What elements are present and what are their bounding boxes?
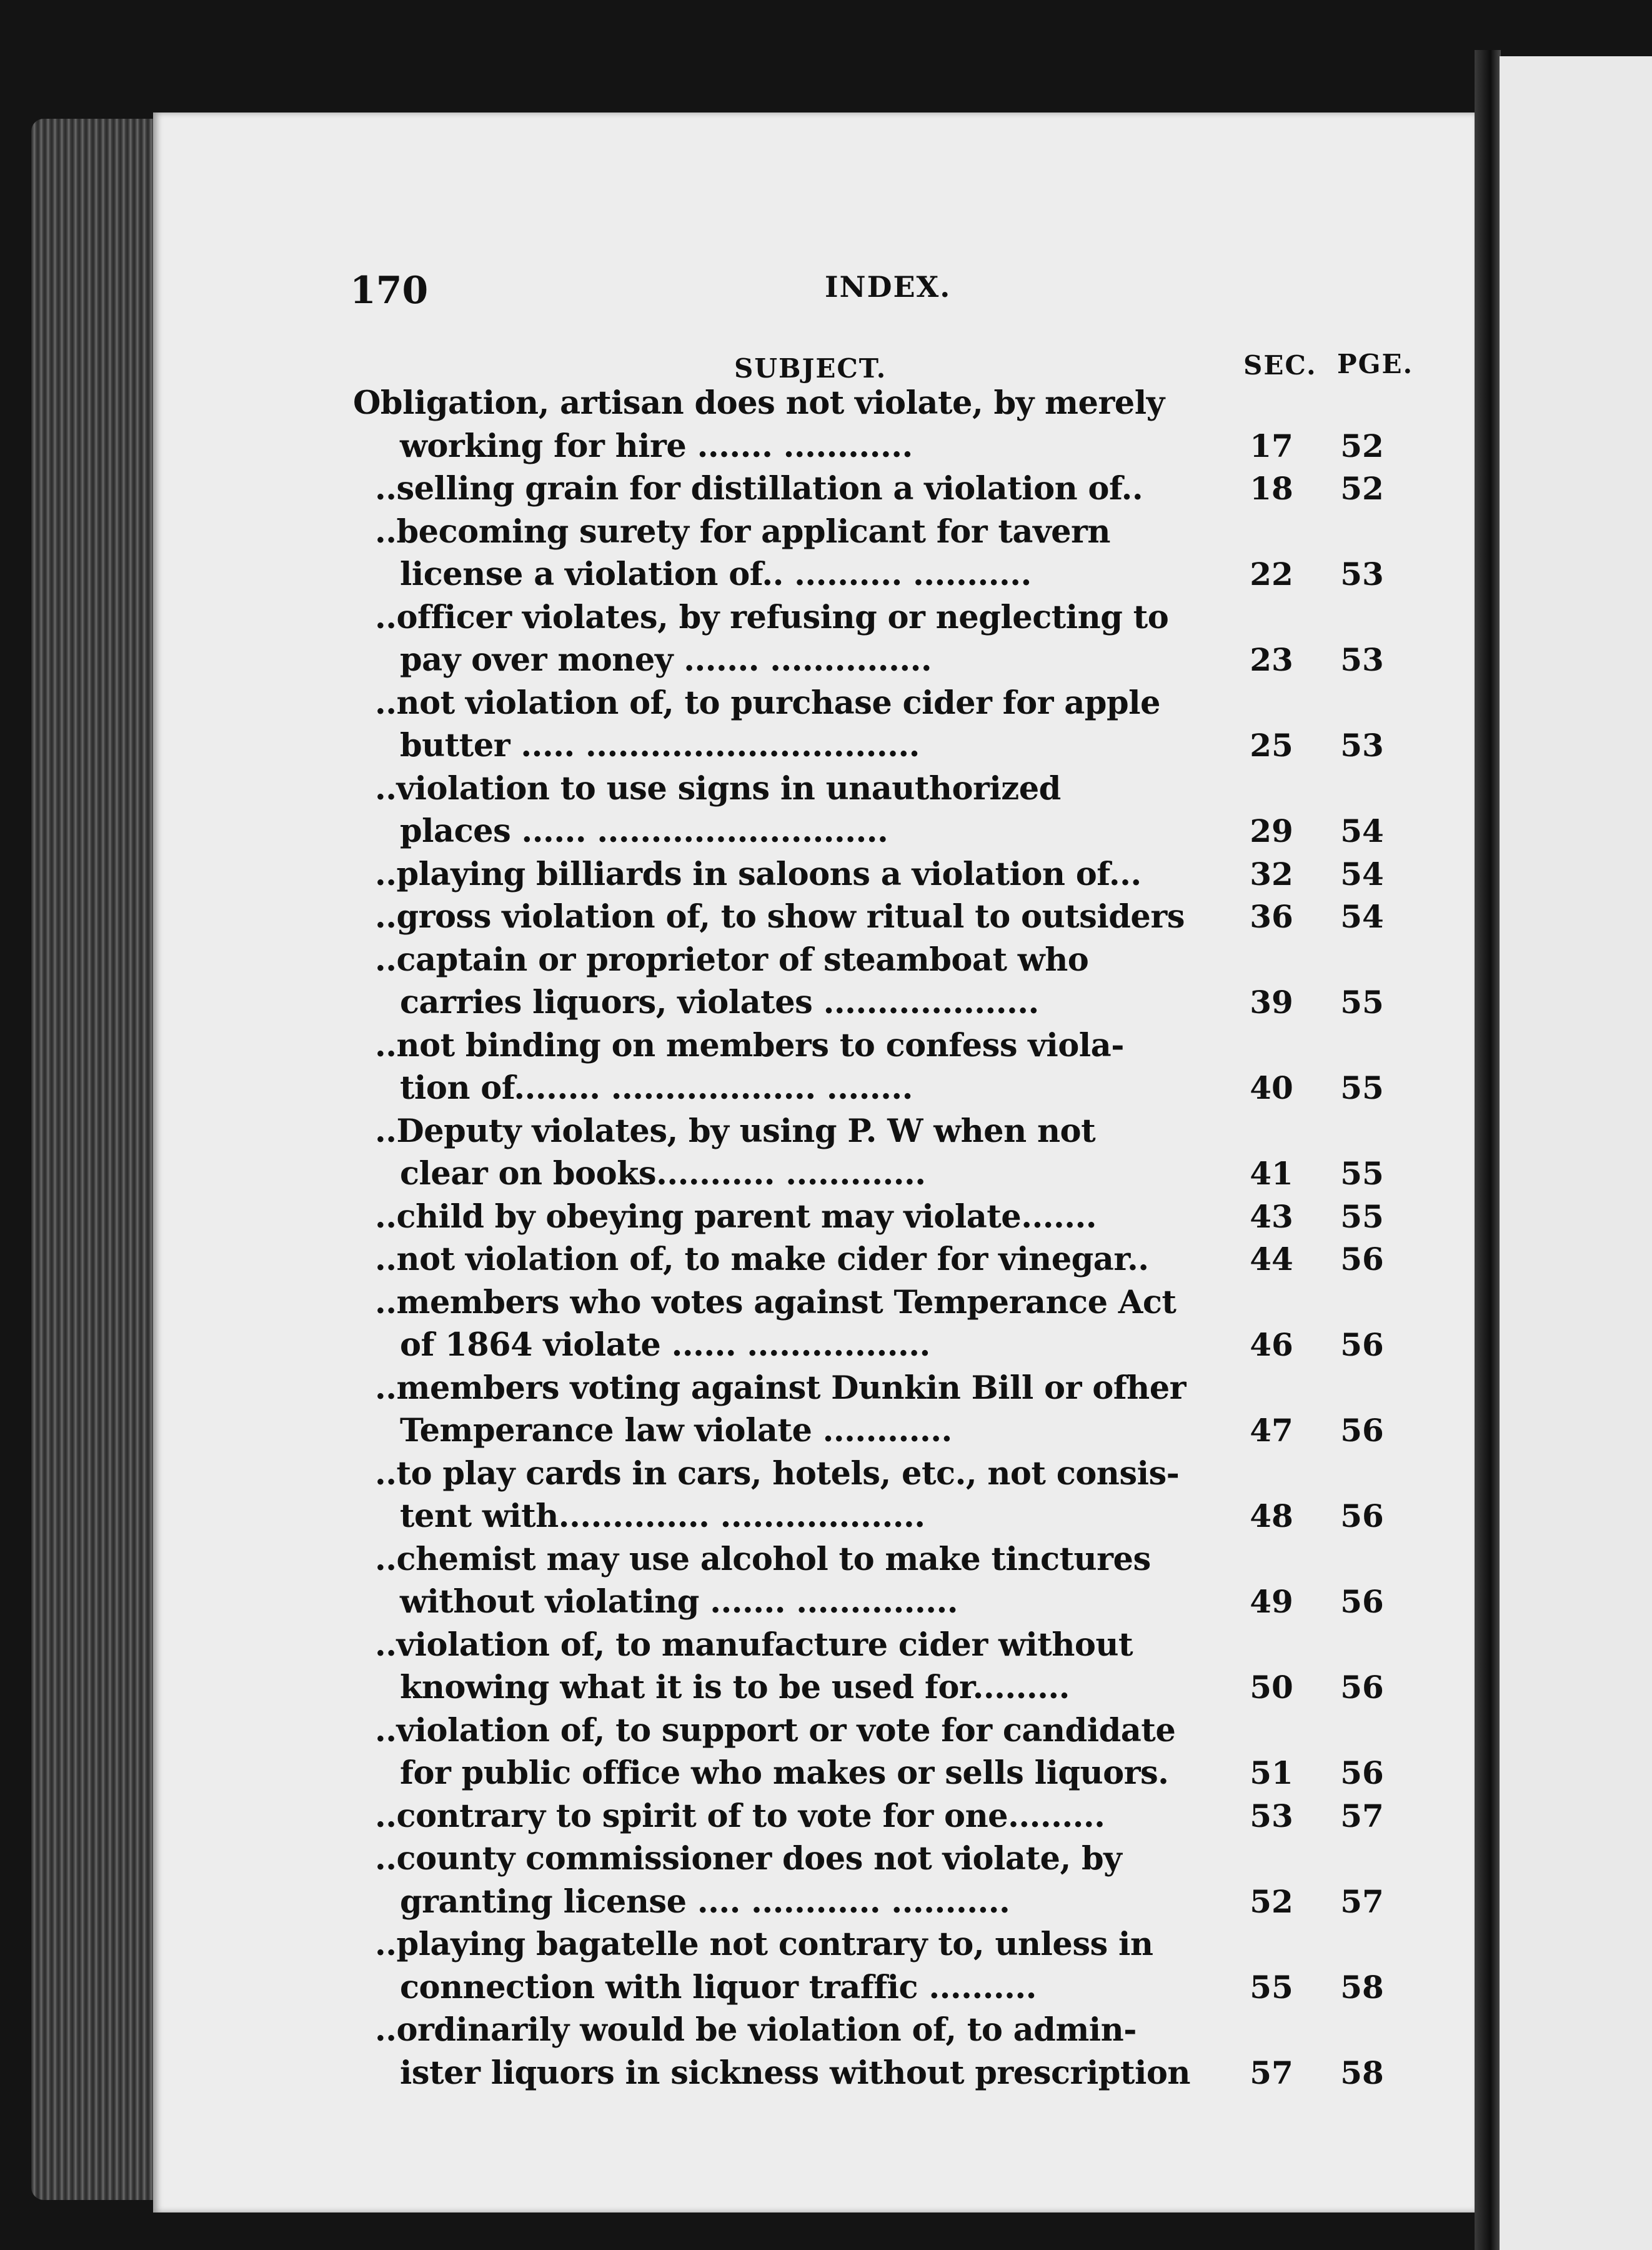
- page-reference: 56: [1340, 1326, 1384, 1363]
- section-number: 23: [1250, 641, 1293, 678]
- column-header-sec: SEC.: [1243, 350, 1317, 381]
- section-number: 22: [1250, 556, 1293, 592]
- page-reference: 54: [1340, 898, 1384, 935]
- page-reference: 55: [1340, 1155, 1384, 1192]
- index-entry-line: ..members voting against Dunkin Bill or ofher: [375, 1369, 1187, 1407]
- section-number: 55: [1250, 1968, 1293, 2006]
- index-entry-line: ..chemist may use alcohol to make tinctures: [375, 1540, 1151, 1578]
- index-entry-line: Obligation, artisan does not violate, by merely: [353, 384, 1165, 422]
- section-number: 53: [1250, 1797, 1293, 1834]
- index-entry-continuation: butter ..... ...............................: [400, 727, 920, 764]
- index-entry-line: ..not violation of, to make cider for vinegar..: [375, 1241, 1149, 1278]
- page-reference: 55: [1340, 1069, 1384, 1106]
- index-entry-line: ..gross violation of, to show ritual to outsiders: [375, 898, 1185, 936]
- section-number: 47: [1250, 1412, 1293, 1449]
- section-number: 44: [1250, 1241, 1293, 1278]
- index-entry-continuation: places ...... ...........................: [400, 812, 888, 850]
- index-entry-continuation: connection with liquor traffic ..........: [400, 1968, 1037, 2006]
- page-reference: 58: [1340, 1968, 1384, 2006]
- page-reference: 54: [1340, 812, 1384, 849]
- index-entry-continuation: carries liquors, violates ....................: [400, 984, 1039, 1021]
- index-entry-continuation: for public office who makes or sells liquors.: [400, 1754, 1169, 1792]
- index-entry-line: ..to play cards in cars, hotels, etc., not consis-: [375, 1454, 1180, 1492]
- page-reference: 56: [1340, 1583, 1384, 1620]
- index-entry-line: ..not binding on members to confess viola-: [375, 1026, 1124, 1064]
- index-entry-line: ..officer violates, by refusing or neglecting to: [375, 598, 1169, 636]
- section-number: 25: [1250, 727, 1293, 764]
- index-entry-continuation: without violating ....... ...............: [400, 1583, 958, 1621]
- index-entry-line: ..playing billiards in saloons a violation of...: [375, 855, 1142, 893]
- page-reference: 57: [1340, 1797, 1384, 1834]
- page-reference: 53: [1340, 727, 1384, 764]
- section-number: 18: [1250, 470, 1293, 507]
- section-number: 43: [1250, 1198, 1293, 1235]
- index-entry-line: ..ordinarily would be violation of, to admin-: [375, 2011, 1137, 2049]
- index-entry-continuation: tion of........ ................... ........: [400, 1069, 913, 1107]
- index-entry-line: ..county commissioner does not violate, by: [375, 1840, 1122, 1878]
- page-reference: 54: [1340, 855, 1384, 892]
- page-reference: 58: [1340, 2054, 1384, 2091]
- index-entry-line: ..Deputy violates, by using P. W when not: [375, 1112, 1096, 1150]
- index-entry-continuation: pay over money ....... ...............: [400, 641, 932, 679]
- index-entry-continuation: Temperance law violate ............: [400, 1412, 952, 1449]
- running-head: INDEX.: [825, 270, 952, 304]
- page-reference: 55: [1340, 1198, 1384, 1235]
- section-number: 36: [1250, 898, 1293, 935]
- section-number: 51: [1250, 1754, 1293, 1791]
- section-number: 49: [1250, 1583, 1293, 1620]
- section-number: 46: [1250, 1326, 1293, 1363]
- column-header-pge: PGE.: [1337, 349, 1414, 379]
- section-number: 41: [1250, 1155, 1293, 1192]
- index-entry-line: ..contrary to spirit of to vote for one.........: [375, 1797, 1105, 1835]
- section-number: 52: [1250, 1882, 1293, 1920]
- page-reference: 57: [1340, 1882, 1384, 1920]
- section-number: 50: [1250, 1669, 1293, 1706]
- section-number: 17: [1250, 427, 1293, 464]
- page-reference: 56: [1340, 1412, 1384, 1449]
- page-reference: 56: [1340, 1241, 1384, 1278]
- index-entry-continuation: knowing what it is to be used for.........: [400, 1669, 1070, 1706]
- page-reference: 55: [1340, 984, 1384, 1021]
- section-number: 48: [1250, 1498, 1293, 1534]
- section-number: 57: [1250, 2054, 1293, 2091]
- index-entry-line: ..violation of, to support or vote for candidate: [375, 1711, 1176, 1749]
- index-entry-continuation: granting license .... ............ ...........: [400, 1882, 1010, 1921]
- index-entry-line: ..not violation of, to purchase cider for apple: [375, 684, 1160, 722]
- page-reference: 52: [1340, 470, 1384, 507]
- index-entry-continuation: license a violation of.. .......... ...........: [400, 556, 1032, 593]
- column-header-subject: SUBJECT.: [734, 353, 887, 384]
- index-entry-line: ..violation of, to manufacture cider without: [375, 1626, 1133, 1664]
- section-number: 29: [1250, 812, 1293, 849]
- page-reference: 53: [1340, 556, 1384, 592]
- index-entry-continuation: clear on books........... .............: [400, 1155, 926, 1192]
- index-entry-continuation: tent with.............. ...................: [400, 1498, 925, 1535]
- page-number: 170: [350, 269, 429, 312]
- index-entry-line: ..playing bagatelle not contrary to, unless in: [375, 1926, 1153, 1963]
- index-entry-line: ..selling grain for distillation a violation of..: [375, 470, 1143, 508]
- section-number: 40: [1250, 1069, 1293, 1106]
- index-entry-line: ..violation to use signs in unauthorized: [375, 769, 1061, 808]
- index-entry-line: ..members who votes against Temperance Act: [375, 1283, 1177, 1321]
- section-number: 32: [1250, 855, 1293, 892]
- page-reference: 56: [1340, 1669, 1384, 1706]
- page-reference: 53: [1340, 641, 1384, 678]
- index-entry-line: ..child by obeying parent may violate.......: [375, 1198, 1097, 1236]
- index-entry-line: ..becoming surety for applicant for tavern: [375, 512, 1110, 551]
- index-entry-continuation: ister liquors in sickness without prescription: [400, 2054, 1190, 2092]
- page-reference: 56: [1340, 1754, 1384, 1791]
- page-reference: 52: [1340, 427, 1384, 464]
- page-reference: 56: [1340, 1498, 1384, 1534]
- index-entry-line: ..captain or proprietor of steamboat who: [375, 941, 1089, 979]
- section-number: 39: [1250, 984, 1293, 1021]
- index-entry-continuation: of 1864 violate ...... .................: [400, 1326, 930, 1364]
- index-entry-continuation: working for hire ....... ............: [400, 427, 913, 465]
